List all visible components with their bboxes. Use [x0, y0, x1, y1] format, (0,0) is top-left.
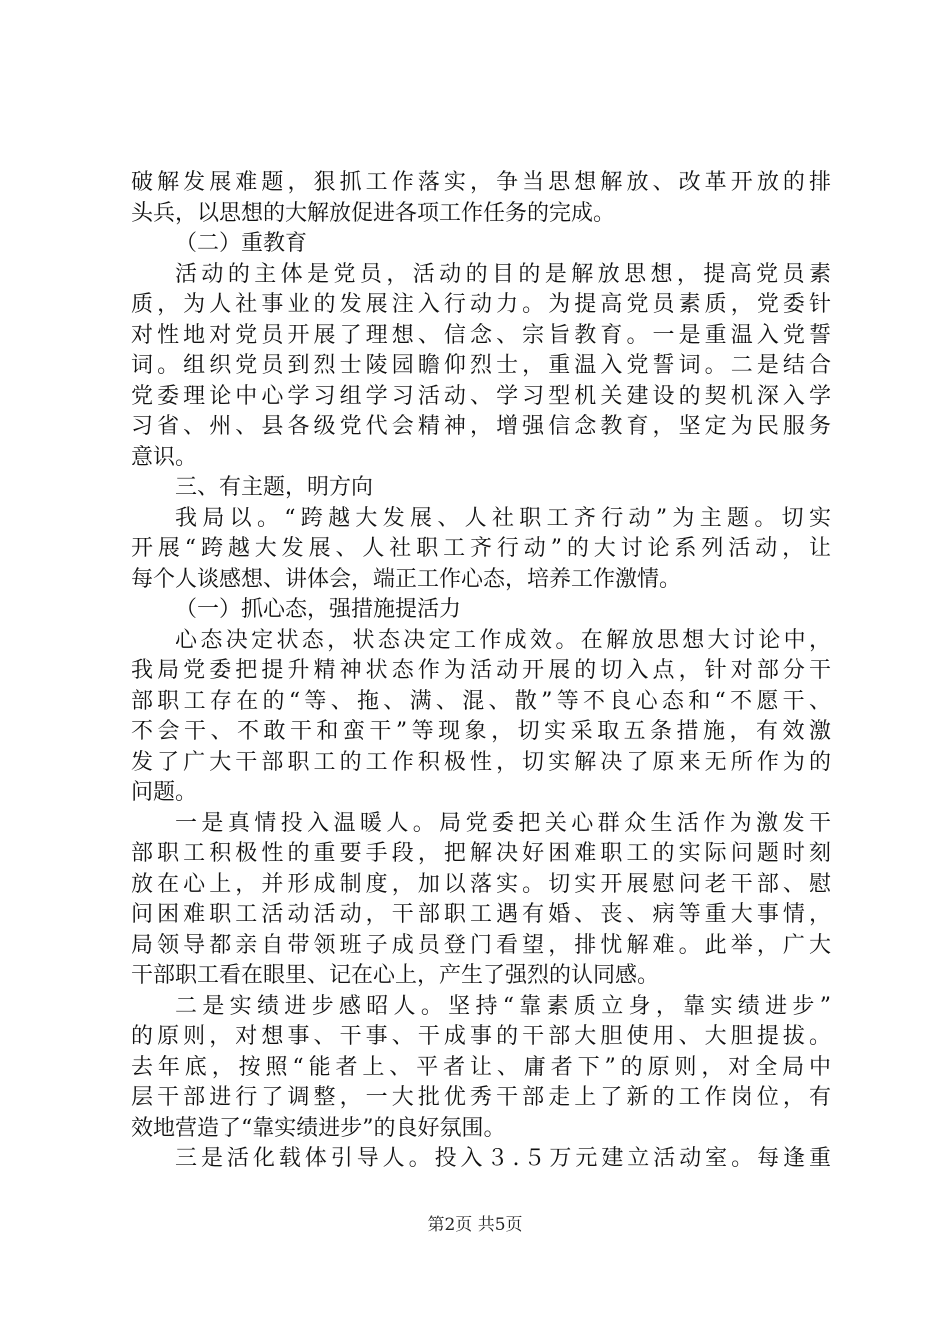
- text-line: 对性地对党员开展了理想、信念、宗旨教育。一是重温入党誓: [131, 322, 831, 348]
- text-line: 部职工存在的“等、拖、满、混、散”等不良心态和“不愿干、: [131, 688, 831, 714]
- text-line: 去年底，按照“能者上、平者让、庸者下”的原则，对全局中: [131, 1054, 831, 1080]
- text-line: 破解发展难题，狠抓工作落实，争当思想解放、改革开放的排: [131, 170, 831, 195]
- text-line: 问题。: [131, 780, 198, 805]
- text-line: 的原则，对想事、干事、干成事的干部大胆使用、大胆提拔。: [131, 1024, 831, 1049]
- text-line: 层干部进行了调整，一大批优秀干部走上了新的工作岗位，有: [131, 1085, 831, 1110]
- text-line: 我局党委把提升精神状态作为活动开展的切入点，针对部分干: [131, 658, 831, 683]
- text-line: 二是实绩进步感昭人。坚持“靠素质立身，靠实绩进步”: [175, 993, 831, 1019]
- text-line: 局领导都亲自带领班子成员登门看望，排忧解难。此举，广大: [131, 932, 831, 958]
- text-line: 放在心上，并形成制度，加以落实。切实开展慰问老干部、慰: [131, 871, 831, 897]
- text-line: 活动的主体是党员，活动的目的是解放思想，提高党员素: [175, 261, 831, 287]
- text-line: 每个人谈感想、讲体会，端正工作心态，培养工作激情。: [131, 566, 682, 592]
- text-line: 问困难职工活动活动，干部职工遇有婚、丧、病等重大事情，: [131, 902, 831, 927]
- text-line: （二）重教育: [175, 231, 308, 256]
- text-line: 词。组织党员到烈士陵园瞻仰烈士，重温入党誓词。二是结合: [131, 353, 831, 378]
- text-line: 质，为人社事业的发展注入行动力。为提高党员素质，党委针: [131, 292, 831, 317]
- text-line: 部职工积极性的重要手段，把解决好困难职工的实际问题时刻: [131, 841, 831, 866]
- text-line: 心态决定状态，状态决定工作成效。在解放思想大讨论中，: [175, 627, 831, 653]
- text-line: 我局以。“跨越大发展、人社职工齐行动”为主题。切实: [175, 505, 831, 531]
- text-line: 党委理论中心学习组学习活动、学习型机关建设的契机深入学: [131, 383, 831, 409]
- text-line: 头兵，以思想的大解放促进各项工作任务的完成。: [131, 200, 616, 226]
- document-body: [131, 168, 831, 1175]
- text-line: 发了广大干部职工的工作积极性，切实解决了原来无所作为的: [131, 749, 831, 775]
- text-line: 一是真情投入温暖人。局党委把关心群众生活作为激发干: [175, 810, 831, 836]
- text-line: 不会干、不敢干和蛮干”等现象，切实采取五条措施，有效激: [131, 719, 831, 744]
- text-line: 三、有主题，明方向: [175, 475, 374, 500]
- text-line: （一）抓心态，强措施提活力: [175, 597, 462, 622]
- text-line: 三是活化载体引导人。投入３.５万元建立活动室。每逢重: [175, 1146, 831, 1171]
- text-line: 习省、州、县各级党代会精神，增强信念教育，坚定为民服务: [131, 414, 831, 439]
- page-footer: 第2页 共5页: [427, 1215, 523, 1235]
- text-line: 干部职工看在眼里、记在心上，产生了强烈的认同感。: [131, 963, 660, 988]
- text-line: 开展“跨越大发展、人社职工齐行动”的大讨论系列活动，让: [131, 536, 831, 561]
- text-line: 意识。: [131, 444, 198, 470]
- text-line: 效地营造了“靠实绩进步”的良好氛围。: [131, 1115, 506, 1141]
